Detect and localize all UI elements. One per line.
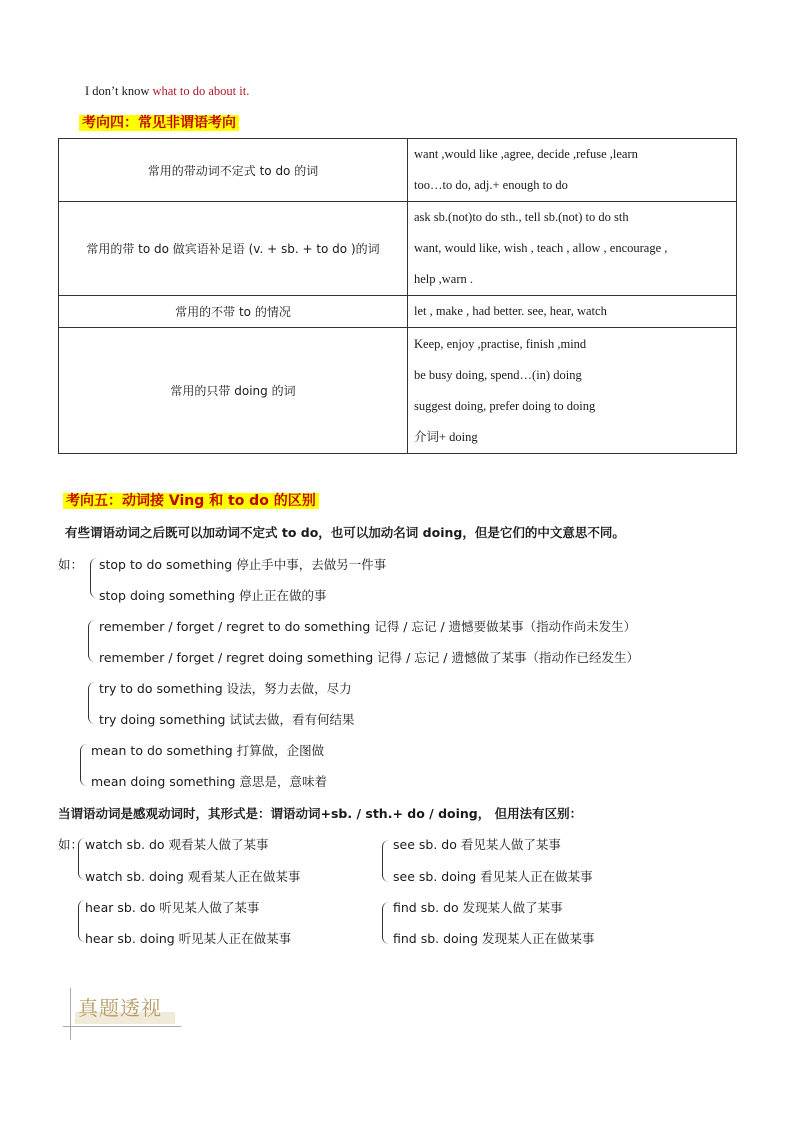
row-line: ask sb.(not)to do sth., tell sb.(not) to do sth <box>414 210 629 224</box>
row-label: 常用的不带 to 的情况 <box>59 296 408 328</box>
badge-rule-vertical <box>70 988 71 1040</box>
example-line: see sb. doing 看见某人正在做某事 <box>393 869 593 884</box>
row-label: 常用的带动词不定式 to do 的词 <box>59 139 408 202</box>
brace <box>88 620 95 662</box>
section-badge: 真题透视 <box>78 996 162 1020</box>
row-line: Keep, enjoy ,practise, finish ,mind <box>414 336 587 351</box>
row-line: want, would like, wish , teach , allow , encourage , <box>414 241 668 255</box>
badge-rule-horizontal <box>63 1026 181 1027</box>
example-line: try to do something 设法，努力去做，尽力 <box>99 681 352 696</box>
example-line: remember / forget / regret to do something 记得 / 忘记 / 遗憾要做某事（指动作尚未发生） <box>99 619 637 634</box>
table-row <box>59 139 737 202</box>
example-prefix: 如： <box>58 557 84 572</box>
intro-sentence <box>85 84 249 99</box>
row-content <box>408 139 737 202</box>
intro-highlight: what to do about it. <box>152 84 250 98</box>
table-row <box>59 296 737 328</box>
section4-heading <box>79 112 239 132</box>
non-finite-table <box>58 138 737 454</box>
table-row <box>59 328 737 454</box>
section5-heading <box>63 490 319 510</box>
row-line: too…to do, adj.+ enough to do <box>414 178 568 192</box>
row-line: suggest doing, prefer doing to doing <box>414 398 596 413</box>
brace <box>78 900 85 942</box>
brace <box>382 840 389 882</box>
row-line: want ,would like ,agree, decide ,refuse ,learn <box>414 147 638 161</box>
example-line: watch sb. do 观看某人做了某事 <box>85 837 269 852</box>
perception-intro: 当谓语动词是感观动词时，其形式是：谓语动词+sb. / sth.+ do / doing， 但用法有区别： <box>58 806 583 821</box>
example-line: hear sb. doing 听见某人正在做某事 <box>85 931 292 946</box>
example-line: see sb. do 看见某人做了某事 <box>393 837 561 852</box>
intro-prefix: I don’t know <box>85 84 153 98</box>
brace <box>78 838 85 880</box>
example-line: mean doing something 意思是，意味着 <box>91 774 327 789</box>
row-line: help ,warn . <box>414 272 474 286</box>
row-line: 介词+ doing <box>414 429 478 444</box>
example-line: mean to do something 打算做，企图做 <box>91 743 325 758</box>
brace <box>80 744 87 786</box>
example-line: try doing something 试试去做，看有何结果 <box>99 712 355 727</box>
example-line: stop doing something 停止正在做的事 <box>99 588 327 603</box>
row-label: 常用的只带 doing 的词 <box>59 328 408 454</box>
example-line: watch sb. doing 观看某人正在做某事 <box>85 869 301 884</box>
row-content <box>408 202 737 296</box>
example-line: remember / forget / regret doing something 记得 / 忘记 / 遗憾做了某事（指动作已经发生） <box>99 650 639 665</box>
row-label: 常用的带 to do 做宾语补足语 (v. + sb. + to do )的词 <box>59 202 408 296</box>
brace <box>90 558 97 598</box>
row-line: be busy doing, spend…(in) doing <box>414 367 582 382</box>
example-line: stop to do something 停止手中事，去做另一件事 <box>99 557 387 572</box>
section5-title: 考向五：动词接 Ving 和 to do 的区别 <box>63 493 319 509</box>
row-content <box>408 296 737 328</box>
brace <box>88 682 95 724</box>
example-line: find sb. doing 发现某人正在做某事 <box>393 931 595 946</box>
table-row <box>59 202 737 296</box>
example-prefix: 如： <box>58 837 84 852</box>
row-content <box>408 328 737 454</box>
row-line: let , make , had better. see, hear, watch <box>414 304 607 318</box>
brace <box>382 902 389 944</box>
section5-intro: 有些谓语动词之后既可以加动词不定式 to do，也可以加动名词 doing，但是它们的中文意思不同。 <box>65 525 625 540</box>
section4-title: 考向四：常见非谓语考向 <box>79 115 239 131</box>
example-line: hear sb. do 听见某人做了某事 <box>85 900 260 915</box>
example-line: find sb. do 发现某人做了某事 <box>393 900 563 915</box>
